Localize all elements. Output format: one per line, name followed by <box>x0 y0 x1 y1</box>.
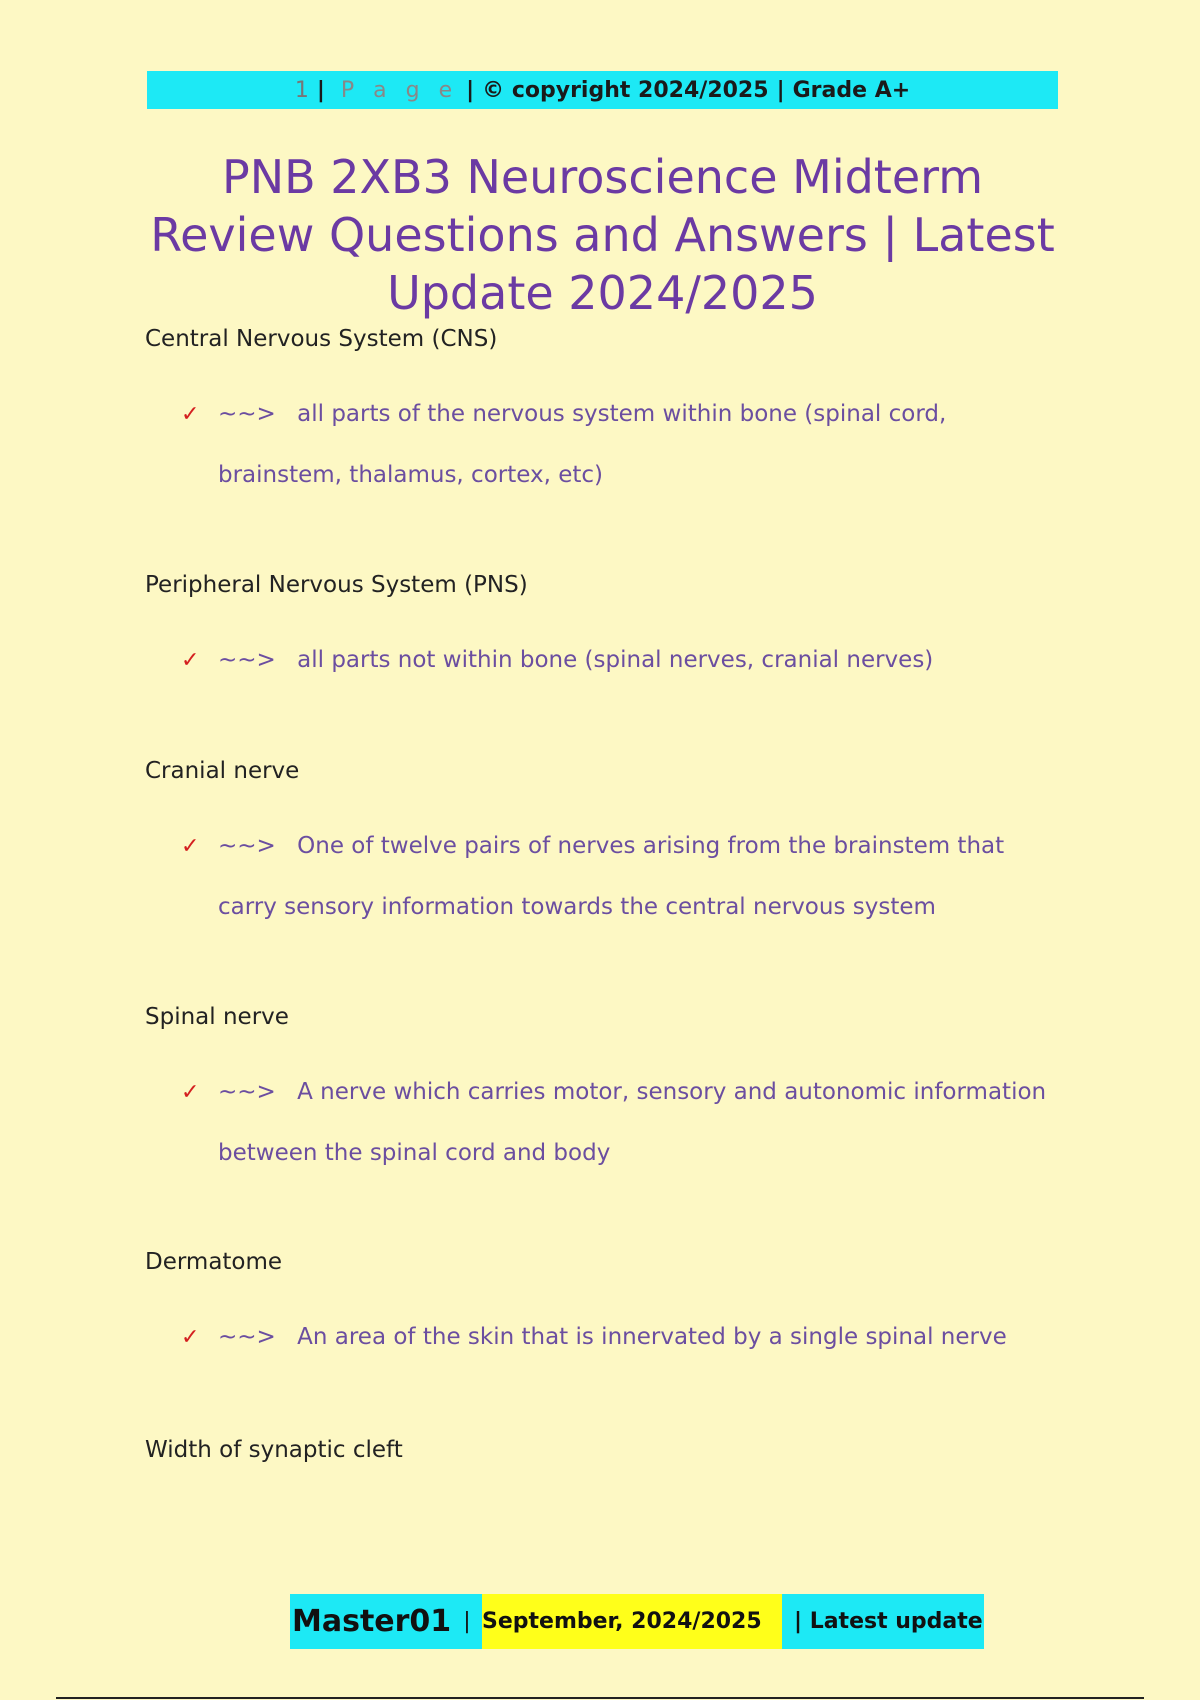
term-heading: Dermatome <box>145 1249 283 1275</box>
grade-text: Grade A+ <box>792 77 911 103</box>
answer-text: An area of the skin that is innervated by a single spinal nerve <box>297 1324 1007 1350</box>
answer-text: all parts of the nervous system within bone (spinal cord, brainstem, thalamus, cortex, etc) <box>218 401 947 488</box>
term-heading: Peripheral Nervous System (PNS) <box>145 572 528 598</box>
page-label: P a g e <box>340 77 459 103</box>
answer-item <box>145 1307 1065 1368</box>
term-heading: Spinal nerve <box>145 1004 289 1030</box>
bottom-divider <box>56 1697 1144 1699</box>
term-heading: Width of synaptic cleft <box>145 1437 403 1463</box>
qa-entry <box>145 324 1065 570</box>
check-icon: ✓ <box>181 402 200 427</box>
copyright-text: © copyright 2024/2025 <box>482 77 769 103</box>
document-title: PNB 2XB3 Neuroscience Midterm Review Questions and Answers | Latest Update 2024/2025 <box>150 150 1055 320</box>
answer-text: all parts not within bone (spinal nerves, cranial nerves) <box>297 647 934 673</box>
footer-date <box>482 1594 782 1649</box>
page-footer <box>290 1594 984 1649</box>
check-icon: ✓ <box>181 648 200 673</box>
qa-entry <box>145 570 1065 756</box>
header-separator: | <box>316 77 325 103</box>
arrow-marker: ~~> <box>218 1079 276 1105</box>
qa-entry <box>145 1435 1065 1465</box>
qa-entry <box>145 756 1065 1002</box>
qa-list <box>145 324 1065 1465</box>
update-text: | Latest update <box>794 1609 983 1634</box>
qa-entry <box>145 1002 1065 1247</box>
check-icon: ✓ <box>181 1325 200 1350</box>
header-separator: | <box>466 77 475 103</box>
footer-author <box>290 1594 482 1649</box>
answer-text: One of twelve pairs of nerves arising from the brainstem that carry sensory information towards the central nervous system <box>218 833 1005 920</box>
answer-text: A nerve which carries motor, sensory and autonomic information between the spinal cord and body <box>218 1079 1047 1166</box>
page-number: 1 <box>294 77 309 103</box>
footer-separator: | <box>463 1609 471 1634</box>
footer-update <box>782 1594 984 1649</box>
term-heading: Cranial nerve <box>145 758 300 784</box>
arrow-marker: ~~> <box>218 401 276 427</box>
author-name: Master01 <box>292 1604 452 1639</box>
arrow-marker: ~~> <box>218 1324 276 1350</box>
arrow-marker: ~~> <box>218 833 276 859</box>
answer-item <box>145 630 1065 691</box>
arrow-marker: ~~> <box>218 647 276 673</box>
date-text: September, 2024/2025 <box>482 1609 762 1634</box>
answer-item <box>145 816 1065 938</box>
page-header-bar <box>147 71 1058 109</box>
term-heading: Central Nervous System (CNS) <box>145 326 498 352</box>
qa-entry <box>145 1247 1065 1435</box>
check-icon: ✓ <box>181 1080 200 1105</box>
check-icon: ✓ <box>181 834 200 859</box>
header-separator: | <box>776 77 785 103</box>
answer-item <box>145 384 1065 506</box>
answer-item <box>145 1062 1065 1184</box>
